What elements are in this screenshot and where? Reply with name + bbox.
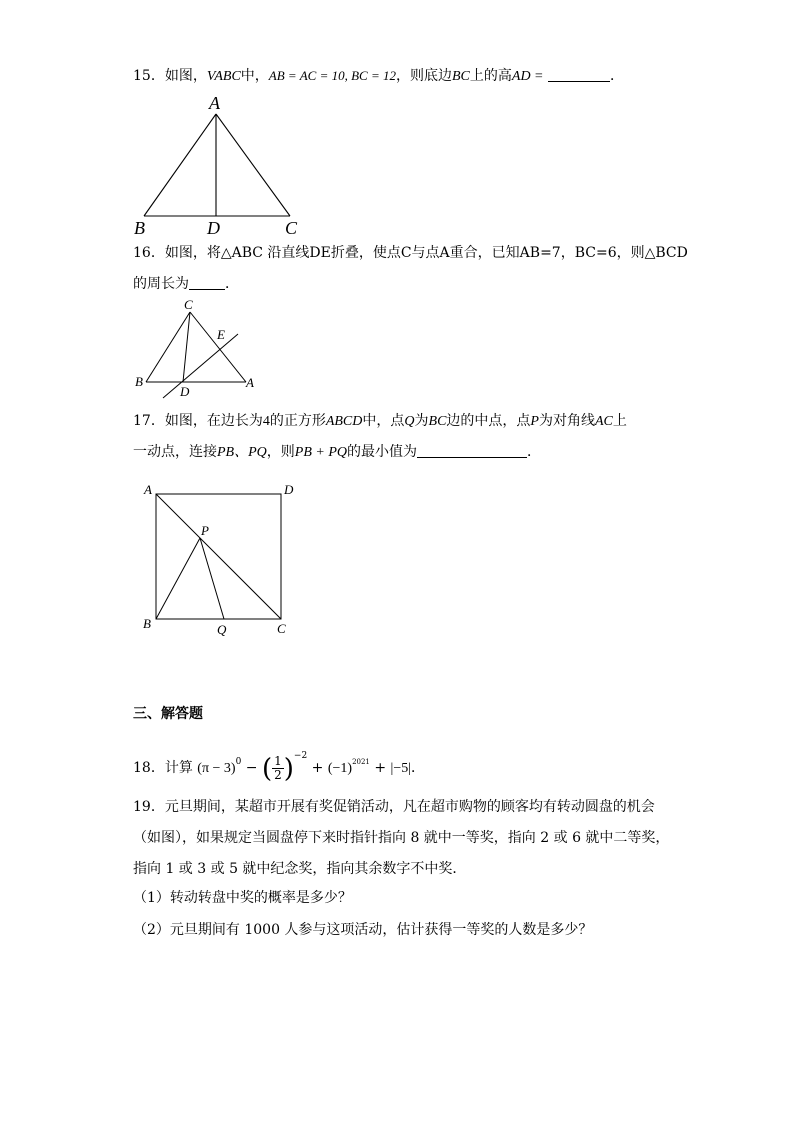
q17-line1: 17．如图，在边长为4的正方形ABCD中，点Q为BC边的中点，点P为对角线AC上 xyxy=(133,413,627,429)
q19-line2: （如图），如果规定当圆盘停下来时指针指向 8 就中一等奖，指向 2 或 6 就中二等奖， xyxy=(133,830,670,846)
q19-sub1: （1）转动转盘中奖的概率是多少？ xyxy=(133,890,352,906)
fraction-one-half: $\frac{1}{2}$ xyxy=(274,753,282,782)
q15-text: 15．如图，VABC中，AB = AC = 10, BC = 12，则底边BC上的高AD = ． xyxy=(133,68,624,84)
label-b: B xyxy=(135,374,143,389)
label-a: A xyxy=(209,93,220,113)
label-a: A xyxy=(144,482,152,497)
label-e: E xyxy=(217,327,225,342)
q19-sub2: （2）元旦期间有 1000 人参与这项活动，估计获得一等奖的人数是多少？ xyxy=(133,922,593,938)
label-b: B xyxy=(143,616,151,631)
answer-blank-q17[interactable] xyxy=(417,443,527,458)
label-d: D xyxy=(207,218,220,238)
q18-text: 18．计算 $(\pi - 3)^0$ − ( $\frac{1}{2}$ )$^{-2} + (-1)^{2021} + |-5|$． xyxy=(133,751,426,784)
label-c: C xyxy=(184,297,193,312)
q19-line1: 19．元旦期间，某超市开展有奖促销活动，凡在超市购物的顾客均有转动圆盘的机会 xyxy=(133,799,655,815)
q16-line1: 16．如图，将△ABC 沿直线DE折叠，使点C与点A重合，已知AB=7，BC=6，则△BCD xyxy=(133,245,688,261)
answer-blank-q16[interactable] xyxy=(189,275,225,290)
q16-line2: 的周长为 ． xyxy=(133,276,239,292)
label-d: D xyxy=(180,384,190,399)
label-p: P xyxy=(201,523,209,538)
label-c: C xyxy=(277,621,286,636)
q15-condition: AB = AC = 10, BC = 12 xyxy=(268,68,396,83)
label-b: B xyxy=(134,218,145,238)
q19-line3: 指向 1 或 3 或 5 就中纪念奖，指向其余数字不中奖． xyxy=(133,861,467,877)
triangle-abc: VABC xyxy=(206,69,241,84)
label-d: D xyxy=(284,482,294,497)
label-q: Q xyxy=(217,622,227,637)
section-heading: 三、解答题 xyxy=(133,706,203,722)
answer-blank-q15[interactable] xyxy=(548,67,610,82)
label-a: A xyxy=(246,375,254,390)
q17-line2: 一动点，连接PB、PQ，则PB + PQ的最小值为 ． xyxy=(133,444,541,460)
q15-triangle xyxy=(144,114,290,216)
label-c: C xyxy=(285,218,298,238)
